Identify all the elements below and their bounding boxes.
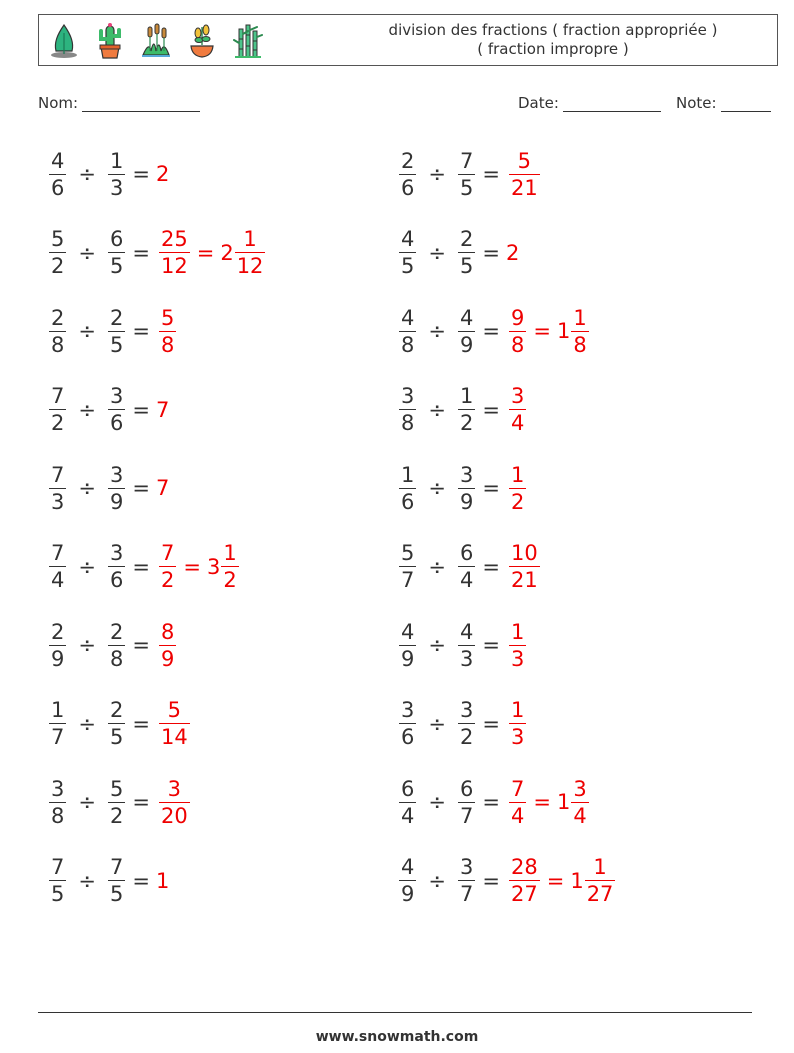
denominator: 9 <box>401 882 415 906</box>
denominator: 21 <box>510 175 538 200</box>
equals-sign: = <box>482 711 500 736</box>
equals-sign: = <box>482 633 500 657</box>
numerator: 7 <box>51 462 65 487</box>
numerator: 1 <box>401 462 415 487</box>
numerator: 7 <box>160 541 175 565</box>
fraction <box>458 776 475 829</box>
fraction <box>49 305 66 358</box>
fraction <box>108 462 125 515</box>
fraction <box>399 540 416 593</box>
numerator: 1 <box>109 148 124 173</box>
equals-sign: = <box>132 476 150 500</box>
numerator: 5 <box>401 541 415 565</box>
numerator: 7 <box>459 148 474 173</box>
fraction <box>509 697 526 750</box>
reeds-icon <box>139 21 173 59</box>
numerator: 1 <box>223 541 237 565</box>
denominator: 4 <box>573 803 587 828</box>
fraction <box>399 226 416 279</box>
denominator: 4 <box>51 568 65 592</box>
denominator: 2 <box>51 254 65 278</box>
denominator: 8 <box>109 646 124 671</box>
numerator: 3 <box>109 462 124 487</box>
fraction <box>458 305 475 358</box>
denominator: 5 <box>459 175 474 200</box>
denominator: 5 <box>51 882 65 906</box>
fraction <box>509 619 526 672</box>
numerator: 2 <box>51 305 65 330</box>
denominator: 4 <box>510 803 525 828</box>
fraction <box>399 776 416 829</box>
mixed-whole: 1 <box>556 790 571 814</box>
divide-sign: ÷ <box>78 319 96 343</box>
fraction <box>399 383 416 436</box>
denominator: 12 <box>160 254 188 278</box>
numerator: 1 <box>573 305 587 330</box>
denominator: 8 <box>51 332 65 357</box>
numerator: 7 <box>51 541 65 565</box>
answer-equals-sign: = <box>183 554 201 579</box>
numerator: 28 <box>510 855 538 879</box>
fraction <box>49 854 66 907</box>
denominator: 27 <box>510 882 538 906</box>
fraction <box>458 619 475 672</box>
equals-sign: = <box>132 554 150 579</box>
denominator: 4 <box>459 568 474 592</box>
numerator: 2 <box>109 619 124 644</box>
numerator: 6 <box>109 227 124 251</box>
denominator: 7 <box>459 882 474 906</box>
fraction <box>399 305 416 358</box>
numerator: 4 <box>401 619 415 644</box>
tree-icon <box>47 21 81 59</box>
divide-sign: ÷ <box>78 476 96 500</box>
numerator: 6 <box>401 776 415 801</box>
answer-whole: 7 <box>155 397 170 422</box>
denominator: 6 <box>51 175 65 200</box>
numerator: 6 <box>459 776 474 801</box>
denominator: 14 <box>160 725 188 749</box>
answer-equals-sign: = <box>533 790 551 814</box>
mixed-fraction <box>235 226 266 279</box>
fraction <box>509 305 526 358</box>
denominator: 2 <box>459 725 474 749</box>
numerator: 25 <box>160 227 188 251</box>
numerator: 8 <box>160 619 175 644</box>
score-field[interactable] <box>676 94 771 112</box>
fraction <box>509 776 526 829</box>
denominator: 9 <box>401 646 415 671</box>
problem-grid <box>46 142 766 927</box>
divide-sign: ÷ <box>428 633 446 657</box>
mixed-whole: 1 <box>556 319 571 343</box>
problem <box>46 299 396 363</box>
equals-sign: = <box>482 397 500 422</box>
equals-sign: = <box>482 554 500 579</box>
numerator: 4 <box>401 227 415 251</box>
numerator: 1 <box>510 619 525 644</box>
denominator: 2 <box>51 411 65 435</box>
denominator: 27 <box>586 882 614 906</box>
date-blank[interactable] <box>563 95 661 112</box>
fraction <box>108 540 125 593</box>
fraction <box>399 619 416 672</box>
fraction <box>399 697 416 750</box>
name-field[interactable] <box>38 94 200 112</box>
fraction <box>159 540 176 593</box>
footer-divider <box>38 1012 752 1013</box>
divide-sign: ÷ <box>428 240 446 265</box>
numerator: 3 <box>167 776 182 801</box>
numerator: 3 <box>109 541 124 565</box>
fraction <box>458 383 475 436</box>
fraction <box>159 697 190 750</box>
numerator: 1 <box>51 698 65 722</box>
denominator: 6 <box>401 725 415 749</box>
fraction <box>49 619 66 672</box>
denominator: 9 <box>51 646 65 671</box>
numerator: 10 <box>510 541 538 565</box>
fraction <box>458 148 475 201</box>
fraction <box>49 148 66 201</box>
equals-sign: = <box>132 633 150 657</box>
problem <box>46 378 396 442</box>
divide-sign: ÷ <box>78 868 96 893</box>
denominator: 9 <box>109 489 124 514</box>
footer-website: www.snowmath.com <box>315 1029 479 1045</box>
bamboo-icon <box>231 21 265 59</box>
fraction <box>458 854 475 907</box>
divide-sign: ÷ <box>428 319 446 343</box>
problem <box>396 221 746 285</box>
denominator: 5 <box>401 254 415 278</box>
numerator: 7 <box>51 384 65 408</box>
fraction <box>49 462 66 515</box>
problem <box>396 142 746 206</box>
answer-whole: 1 <box>155 868 170 893</box>
denominator: 6 <box>401 175 415 200</box>
title-line-1: division des fractions ( fraction appropriée ) <box>388 21 718 39</box>
equals-sign: = <box>482 476 500 500</box>
problem <box>396 770 746 834</box>
denominator: 5 <box>459 254 474 278</box>
equals-sign: = <box>132 397 150 422</box>
fraction <box>458 697 475 750</box>
divide-sign: ÷ <box>428 711 446 736</box>
denominator: 6 <box>109 568 124 592</box>
potted-plant-icon <box>185 21 219 59</box>
numerator: 3 <box>109 384 124 408</box>
equals-sign: = <box>132 162 150 186</box>
numerator: 4 <box>401 855 415 879</box>
mixed-fraction <box>571 305 588 358</box>
equals-sign: = <box>482 162 500 186</box>
mixed-fraction <box>571 776 588 829</box>
fraction <box>108 854 125 907</box>
denominator: 5 <box>109 332 124 357</box>
denominator: 5 <box>109 882 124 906</box>
numerator: 7 <box>510 776 525 801</box>
numerator: 5 <box>517 148 532 173</box>
problem <box>46 692 396 756</box>
denominator: 6 <box>401 489 415 514</box>
problem <box>396 456 746 520</box>
denominator: 7 <box>459 803 474 828</box>
denominator: 3 <box>51 489 65 514</box>
denominator: 4 <box>401 803 415 828</box>
problem <box>46 849 396 913</box>
denominator: 5 <box>109 254 124 278</box>
denominator: 6 <box>109 411 124 435</box>
numerator: 3 <box>401 384 415 408</box>
denominator: 5 <box>109 725 124 749</box>
equals-sign: = <box>132 868 150 893</box>
numerator: 2 <box>51 619 65 644</box>
mixed-fraction <box>221 540 238 593</box>
denominator: 3 <box>459 646 474 671</box>
fraction <box>108 776 125 829</box>
answer-whole: 7 <box>155 476 170 500</box>
fraction <box>399 462 416 515</box>
numerator: 5 <box>51 227 65 251</box>
fraction <box>49 383 66 436</box>
denominator: 8 <box>510 332 525 357</box>
fraction <box>49 697 66 750</box>
numerator: 1 <box>510 698 525 722</box>
fraction <box>159 619 176 672</box>
problem <box>46 142 396 206</box>
fraction <box>108 383 125 436</box>
denominator: 9 <box>160 646 175 671</box>
denominator: 8 <box>51 803 65 828</box>
denominator: 3 <box>510 725 525 749</box>
fraction <box>509 383 526 436</box>
denominator: 20 <box>160 803 188 828</box>
divide-sign: ÷ <box>428 397 446 422</box>
fraction <box>108 305 125 358</box>
denominator: 3 <box>109 175 124 200</box>
numerator: 6 <box>459 541 474 565</box>
numerator: 1 <box>459 384 474 408</box>
equals-sign: = <box>482 868 500 893</box>
denominator: 9 <box>459 489 474 514</box>
numerator: 4 <box>459 305 474 330</box>
answer-equals-sign: = <box>546 868 565 893</box>
denominator: 21 <box>510 568 538 592</box>
fraction <box>458 462 475 515</box>
header-icons <box>47 21 265 59</box>
numerator: 2 <box>459 227 474 251</box>
divide-sign: ÷ <box>428 476 446 500</box>
fraction <box>108 226 125 279</box>
fraction <box>159 226 190 279</box>
answer-whole: 2 <box>505 240 520 265</box>
problem <box>46 456 396 520</box>
numerator: 3 <box>459 698 474 722</box>
fraction <box>458 226 475 279</box>
numerator: 2 <box>109 698 124 722</box>
fraction <box>509 462 526 515</box>
problem <box>46 535 396 599</box>
denominator: 7 <box>51 725 65 749</box>
score-label: Note: <box>676 94 717 112</box>
problem <box>396 378 746 442</box>
denominator: 9 <box>459 332 474 357</box>
divide-sign: ÷ <box>428 554 446 579</box>
denominator: 4 <box>510 411 525 435</box>
fraction <box>49 540 66 593</box>
numerator: 2 <box>401 148 415 173</box>
numerator: 1 <box>510 462 525 487</box>
equals-sign: = <box>132 790 150 814</box>
numerator: 5 <box>109 776 124 801</box>
numerator: 5 <box>167 698 182 722</box>
denominator: 8 <box>401 411 415 435</box>
mixed-whole: 2 <box>220 240 234 265</box>
problem <box>46 221 396 285</box>
fraction <box>49 226 66 279</box>
fraction <box>159 305 176 358</box>
date-field[interactable] <box>518 94 661 112</box>
numerator: 3 <box>573 776 587 801</box>
date-label: Date: <box>518 94 559 112</box>
problem <box>396 535 746 599</box>
divide-sign: ÷ <box>78 790 96 814</box>
divide-sign: ÷ <box>428 868 446 893</box>
fraction <box>399 148 416 201</box>
divide-sign: ÷ <box>428 790 446 814</box>
numerator: 9 <box>510 305 525 330</box>
fraction <box>159 776 190 829</box>
fraction <box>108 697 125 750</box>
denominator: 8 <box>160 332 175 357</box>
name-blank[interactable] <box>82 95 200 112</box>
worksheet-header <box>38 14 778 66</box>
denominator: 3 <box>510 646 525 671</box>
equals-sign: = <box>482 319 500 343</box>
mixed-fraction <box>585 854 616 907</box>
worksheet-title <box>343 21 763 59</box>
answer-equals-sign: = <box>196 240 215 265</box>
numerator: 4 <box>459 619 474 644</box>
problem <box>396 299 746 363</box>
equals-sign: = <box>132 711 150 736</box>
denominator: 2 <box>223 568 237 592</box>
numerator: 7 <box>51 855 65 879</box>
divide-sign: ÷ <box>78 711 96 736</box>
fraction <box>108 619 125 672</box>
name-label: Nom: <box>38 94 79 112</box>
mixed-whole: 1 <box>570 868 584 893</box>
denominator: 8 <box>401 332 415 357</box>
denominator: 7 <box>401 568 415 592</box>
fraction <box>509 540 540 593</box>
problem <box>396 613 746 677</box>
numerator: 2 <box>109 305 124 330</box>
numerator: 4 <box>401 305 415 330</box>
fraction <box>458 540 475 593</box>
numerator: 1 <box>243 227 257 251</box>
denominator: 2 <box>459 411 474 435</box>
problem <box>46 770 396 834</box>
denominator: 2 <box>510 489 525 514</box>
denominator: 12 <box>236 254 264 278</box>
cactus-icon <box>93 21 127 59</box>
fraction <box>509 148 540 201</box>
divide-sign: ÷ <box>78 554 96 579</box>
equals-sign: = <box>482 240 500 265</box>
divide-sign: ÷ <box>78 240 96 265</box>
answer-whole: 2 <box>155 162 170 186</box>
problem <box>46 613 396 677</box>
numerator: 3 <box>510 384 525 408</box>
numerator: 7 <box>109 855 124 879</box>
problem <box>396 692 746 756</box>
equals-sign: = <box>482 790 500 814</box>
numerator: 5 <box>160 305 175 330</box>
answer-equals-sign: = <box>533 319 551 343</box>
numerator: 4 <box>51 148 65 173</box>
divide-sign: ÷ <box>78 397 96 422</box>
divide-sign: ÷ <box>78 162 96 186</box>
numerator: 1 <box>593 855 607 879</box>
divide-sign: ÷ <box>428 162 446 186</box>
denominator: 2 <box>109 803 124 828</box>
mixed-whole: 3 <box>206 554 221 579</box>
fraction <box>49 776 66 829</box>
fraction <box>108 148 125 201</box>
title-line-2: ( fraction impropre ) <box>477 40 629 58</box>
fraction <box>399 854 416 907</box>
numerator: 3 <box>401 698 415 722</box>
numerator: 3 <box>459 462 474 487</box>
numerator: 3 <box>459 855 474 879</box>
fraction <box>509 854 540 907</box>
divide-sign: ÷ <box>78 633 96 657</box>
equals-sign: = <box>132 240 150 265</box>
score-blank[interactable] <box>721 95 771 112</box>
problem <box>396 849 746 913</box>
equals-sign: = <box>132 319 150 343</box>
denominator: 8 <box>573 332 587 357</box>
denominator: 2 <box>160 568 175 592</box>
numerator: 3 <box>51 776 65 801</box>
